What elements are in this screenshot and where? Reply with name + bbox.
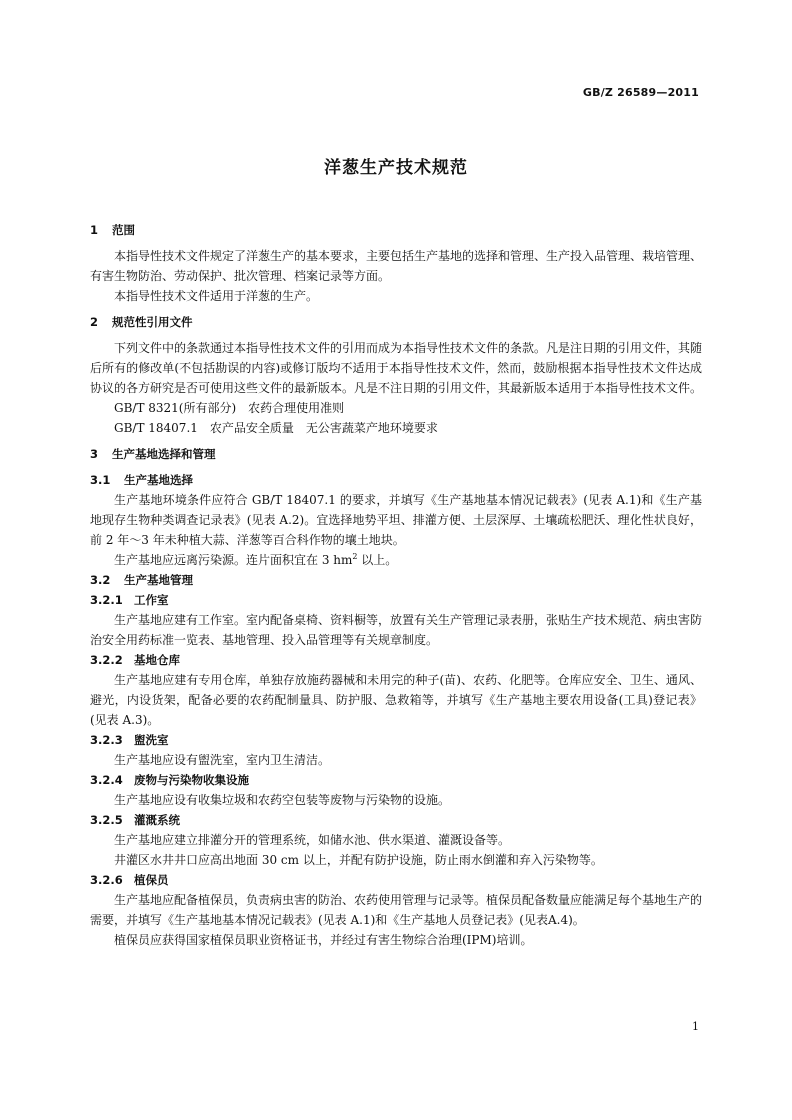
document-body xyxy=(90,220,702,950)
section-number: 2 xyxy=(90,315,99,329)
section-title: 废物与污染物收集设施 xyxy=(134,773,249,787)
paragraph: 生产基地环境条件应符合 GB/T 18407.1 的要求，并填写《生产基地基本情况记载表》(见表 A.1)和《生产基地现存生物种类调查记录表》(见表 A.2)。宜选择地势平坦、排灌方便、土层深厚、土壤疏松肥沃、理化性状良好，前 2 年～3 年未种植大蒜、洋葱等百合科作物的壤土地块。 xyxy=(90,493,702,547)
subsection-3-2-heading xyxy=(90,570,702,590)
text: 以上。 xyxy=(357,553,398,567)
paragraph: 下列文件中的条款通过本指导性技术文件的引用而成为本指导性技术文件的条款。凡是注日期的引用文件，其随后所有的修改单(不包括勘误的内容)或修订版均不适用于本指导性技术文件，然而，鼓励根据本指导性技术文件达成协议的各方研究是否可使用这些文件的最新版本。凡是不注日期的引用文件，其最新版本适用于本指导性技术文件。 xyxy=(90,341,703,395)
paragraph: 本指导性技术文件规定了洋葱生产的基本要求，主要包括生产基地的选择和管理、生产投入品管理、栽培管理、有害生物防治、劳动保护、批次管理、档案记录等方面。 xyxy=(90,249,703,283)
paragraph xyxy=(90,550,702,570)
section-number: 1 xyxy=(90,223,99,237)
section-title: 生产基地选择 xyxy=(124,473,193,487)
section-title: 生产基地管理 xyxy=(124,573,193,587)
subsection-3-2-4-heading xyxy=(90,770,702,790)
section-title: 灌溉系统 xyxy=(134,813,180,827)
page-number: 1 xyxy=(692,1020,699,1033)
section-number: 3.2.3 xyxy=(90,733,123,747)
section-number: 3.2.2 xyxy=(90,653,123,667)
text: 生产基地应远离污染源。连片面积宜在 3 hm xyxy=(114,553,353,567)
paragraph: 生产基地应配备植保员，负责病虫害的防治、农药使用管理与记录等。植保员配备数量应能满足每个基地生产的需要，并填写《生产基地基本情况记载表》(见表 A.1)和《生产基地人员登记表》(见表A.4)。 xyxy=(90,893,703,927)
paragraph: 生产基地应建有专用仓库，单独存放施药器械和未用完的种子(苗)、农药、化肥等。仓库应安全、卫生、通风、避光，内设货架，配备必要的农药配制量具、防护服、急救箱等，并填写《生产基地主要农用设备(工具)登记表》(见表 A.3)。 xyxy=(90,673,702,727)
subsection-3-2-3-heading xyxy=(90,730,702,750)
paragraph: 生产基地应设有收集垃圾和农药空包装等废物与污染物的设施。 xyxy=(114,793,451,807)
document-title: 洋葱生产技术规范 xyxy=(324,158,468,178)
section-2-heading xyxy=(90,312,702,332)
subsection-3-2-5-heading xyxy=(90,810,702,830)
section-title: 规范性引用文件 xyxy=(112,315,193,329)
subsection-3-2-2-heading xyxy=(90,650,702,670)
paragraph: 生产基地应建有工作室。室内配备桌椅、资料橱等，放置有关生产管理记录表册，张贴生产技术规范、病虫害防治安全用药标准一览表、基地管理、投入品管理等有关规章制度。 xyxy=(90,613,703,647)
section-number: 3.2.6 xyxy=(90,873,123,887)
section-title: 生产基地选择和管理 xyxy=(112,447,216,461)
section-title: 植保员 xyxy=(134,873,169,887)
section-number: 3.2 xyxy=(90,573,111,587)
standard-code: GB/Z 26589—2011 xyxy=(582,86,699,99)
section-number: 3.2.5 xyxy=(90,813,123,827)
section-1-heading xyxy=(90,220,702,240)
section-title: 工作室 xyxy=(134,593,169,607)
section-number: 3.1 xyxy=(90,473,111,487)
section-number: 3.2.1 xyxy=(90,593,123,607)
normative-reference: GB/T 8321(所有部分) 农药合理使用准则 xyxy=(114,401,345,415)
superscript: 2 xyxy=(352,552,358,561)
subsection-3-1-heading xyxy=(90,470,702,490)
subsection-3-2-6-heading xyxy=(90,870,702,890)
paragraph: 生产基地应建立排灌分开的管理系统，如储水池、供水渠道、灌溉设备等。 xyxy=(114,833,511,847)
section-title: 基地仓库 xyxy=(134,653,180,667)
paragraph: 井灌区水井井口应高出地面 30 cm 以上，并配有防护设施，防止雨水倒灌和弃入污染物等。 xyxy=(114,853,603,867)
section-title: 范围 xyxy=(112,223,135,237)
paragraph: 生产基地应设有盥洗室，室内卫生清洁。 xyxy=(114,753,331,767)
section-number: 3 xyxy=(90,447,99,461)
normative-reference: GB/T 18407.1 农产品安全质量 无公害蔬菜产地环境要求 xyxy=(114,421,438,435)
section-number: 3.2.4 xyxy=(90,773,123,787)
paragraph: 本指导性技术文件适用于洋葱的生产。 xyxy=(114,289,319,303)
section-3-heading xyxy=(90,444,702,464)
section-title: 盥洗室 xyxy=(134,733,169,747)
paragraph: 植保员应获得国家植保员职业资格证书，并经过有害生物综合治理(IPM)培训。 xyxy=(114,933,533,947)
subsection-3-2-1-heading xyxy=(90,590,702,610)
